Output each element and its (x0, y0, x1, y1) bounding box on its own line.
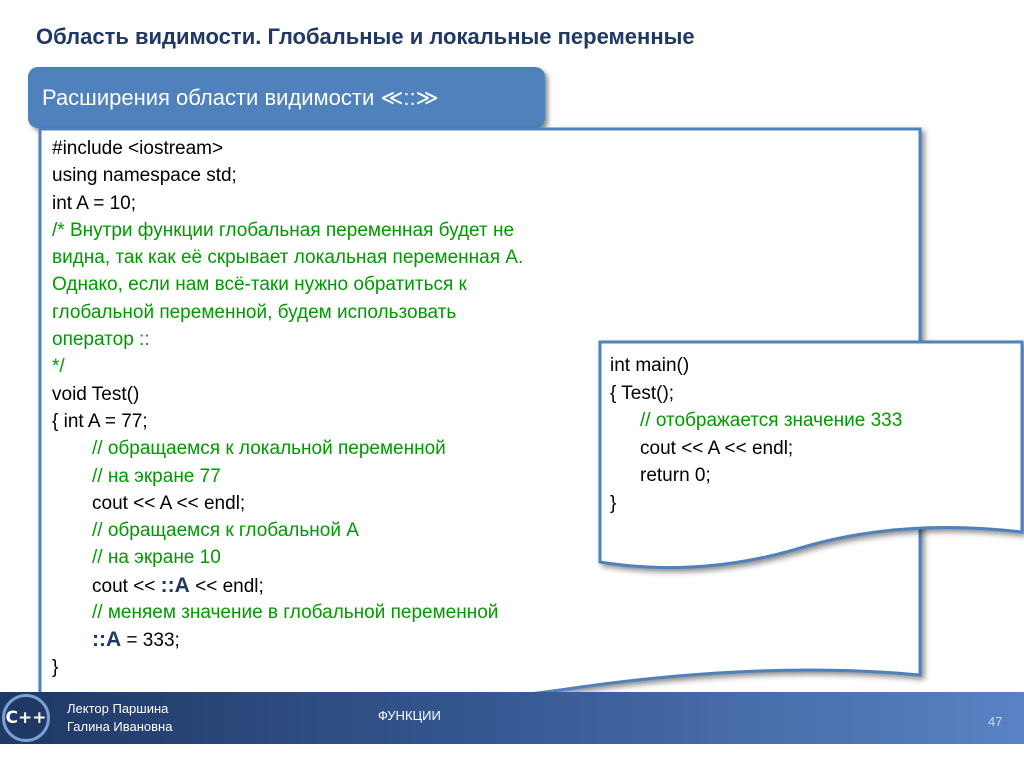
lecturer-line-2: Галина Ивановна (67, 719, 173, 734)
side-code-block (610, 352, 902, 517)
code-comment-line: видна, так как её скрывает локальная переменная А. (52, 247, 524, 269)
code-line-17 (52, 572, 523, 599)
code-comment-line: // на экране 77 (92, 465, 221, 487)
main-code-comment: // отображается значение 333 (640, 410, 903, 431)
lecturer-line-1: Лектор Паршина (67, 701, 169, 716)
code-line-2: using namespace std; (52, 165, 237, 187)
code-comment-line: // меняем значение в глобальной переменной (92, 602, 499, 624)
code-line-10: void Test() (52, 383, 140, 405)
code-text: = 333; (121, 630, 180, 652)
code-line-3: int A = 10; (52, 192, 136, 214)
lecturer-name (67, 700, 172, 736)
scope-operator: ::A (92, 628, 122, 652)
code-comment-line: /* Внутри функции глобальная переменная будет не (52, 219, 515, 241)
code-comment-line: // обращаемся к локальной переменной (92, 438, 446, 460)
code-comment-line: */ (52, 356, 65, 378)
code-comment-line: // обращаемся к глобальной А (92, 520, 359, 542)
slide-title: Область видимости. Глобальные и локальные переменные (36, 24, 695, 49)
main-code-line-1: int main() (610, 355, 690, 376)
code-line-14: cout << A << endl; (92, 492, 246, 514)
code-line-11: { int A = 77; (52, 410, 148, 432)
cpp-logo-icon: C++ (2, 694, 50, 742)
code-line-19 (52, 626, 523, 653)
code-text: << endl; (189, 575, 264, 597)
code-line-1: #include <iostream> (52, 138, 224, 159)
code-comment-line: оператор :: (52, 329, 150, 351)
subtitle-text: Расширения области видимости ≪::≫ (42, 85, 439, 110)
code-comment-line: Однако, если нам всё-таки нужно обратиться к (52, 274, 467, 296)
code-line-20: } (52, 656, 59, 678)
main-code-block (52, 135, 523, 681)
main-code-line-2: { Test(); (610, 382, 675, 404)
section-name: ФУНКЦИИ (378, 708, 441, 723)
main-code-line-4: cout << A << endl; (640, 437, 794, 459)
main-code-line-6: } (610, 492, 617, 514)
page-number: 47 (988, 714, 1003, 729)
code-comment-line: глобальной переменной, будем использовать (52, 301, 457, 323)
code-comment-line: // на экране 10 (92, 547, 221, 569)
main-code-line-5: return 0; (640, 465, 711, 486)
scope-operator: ::A (160, 573, 190, 597)
code-text: cout << (92, 575, 161, 597)
